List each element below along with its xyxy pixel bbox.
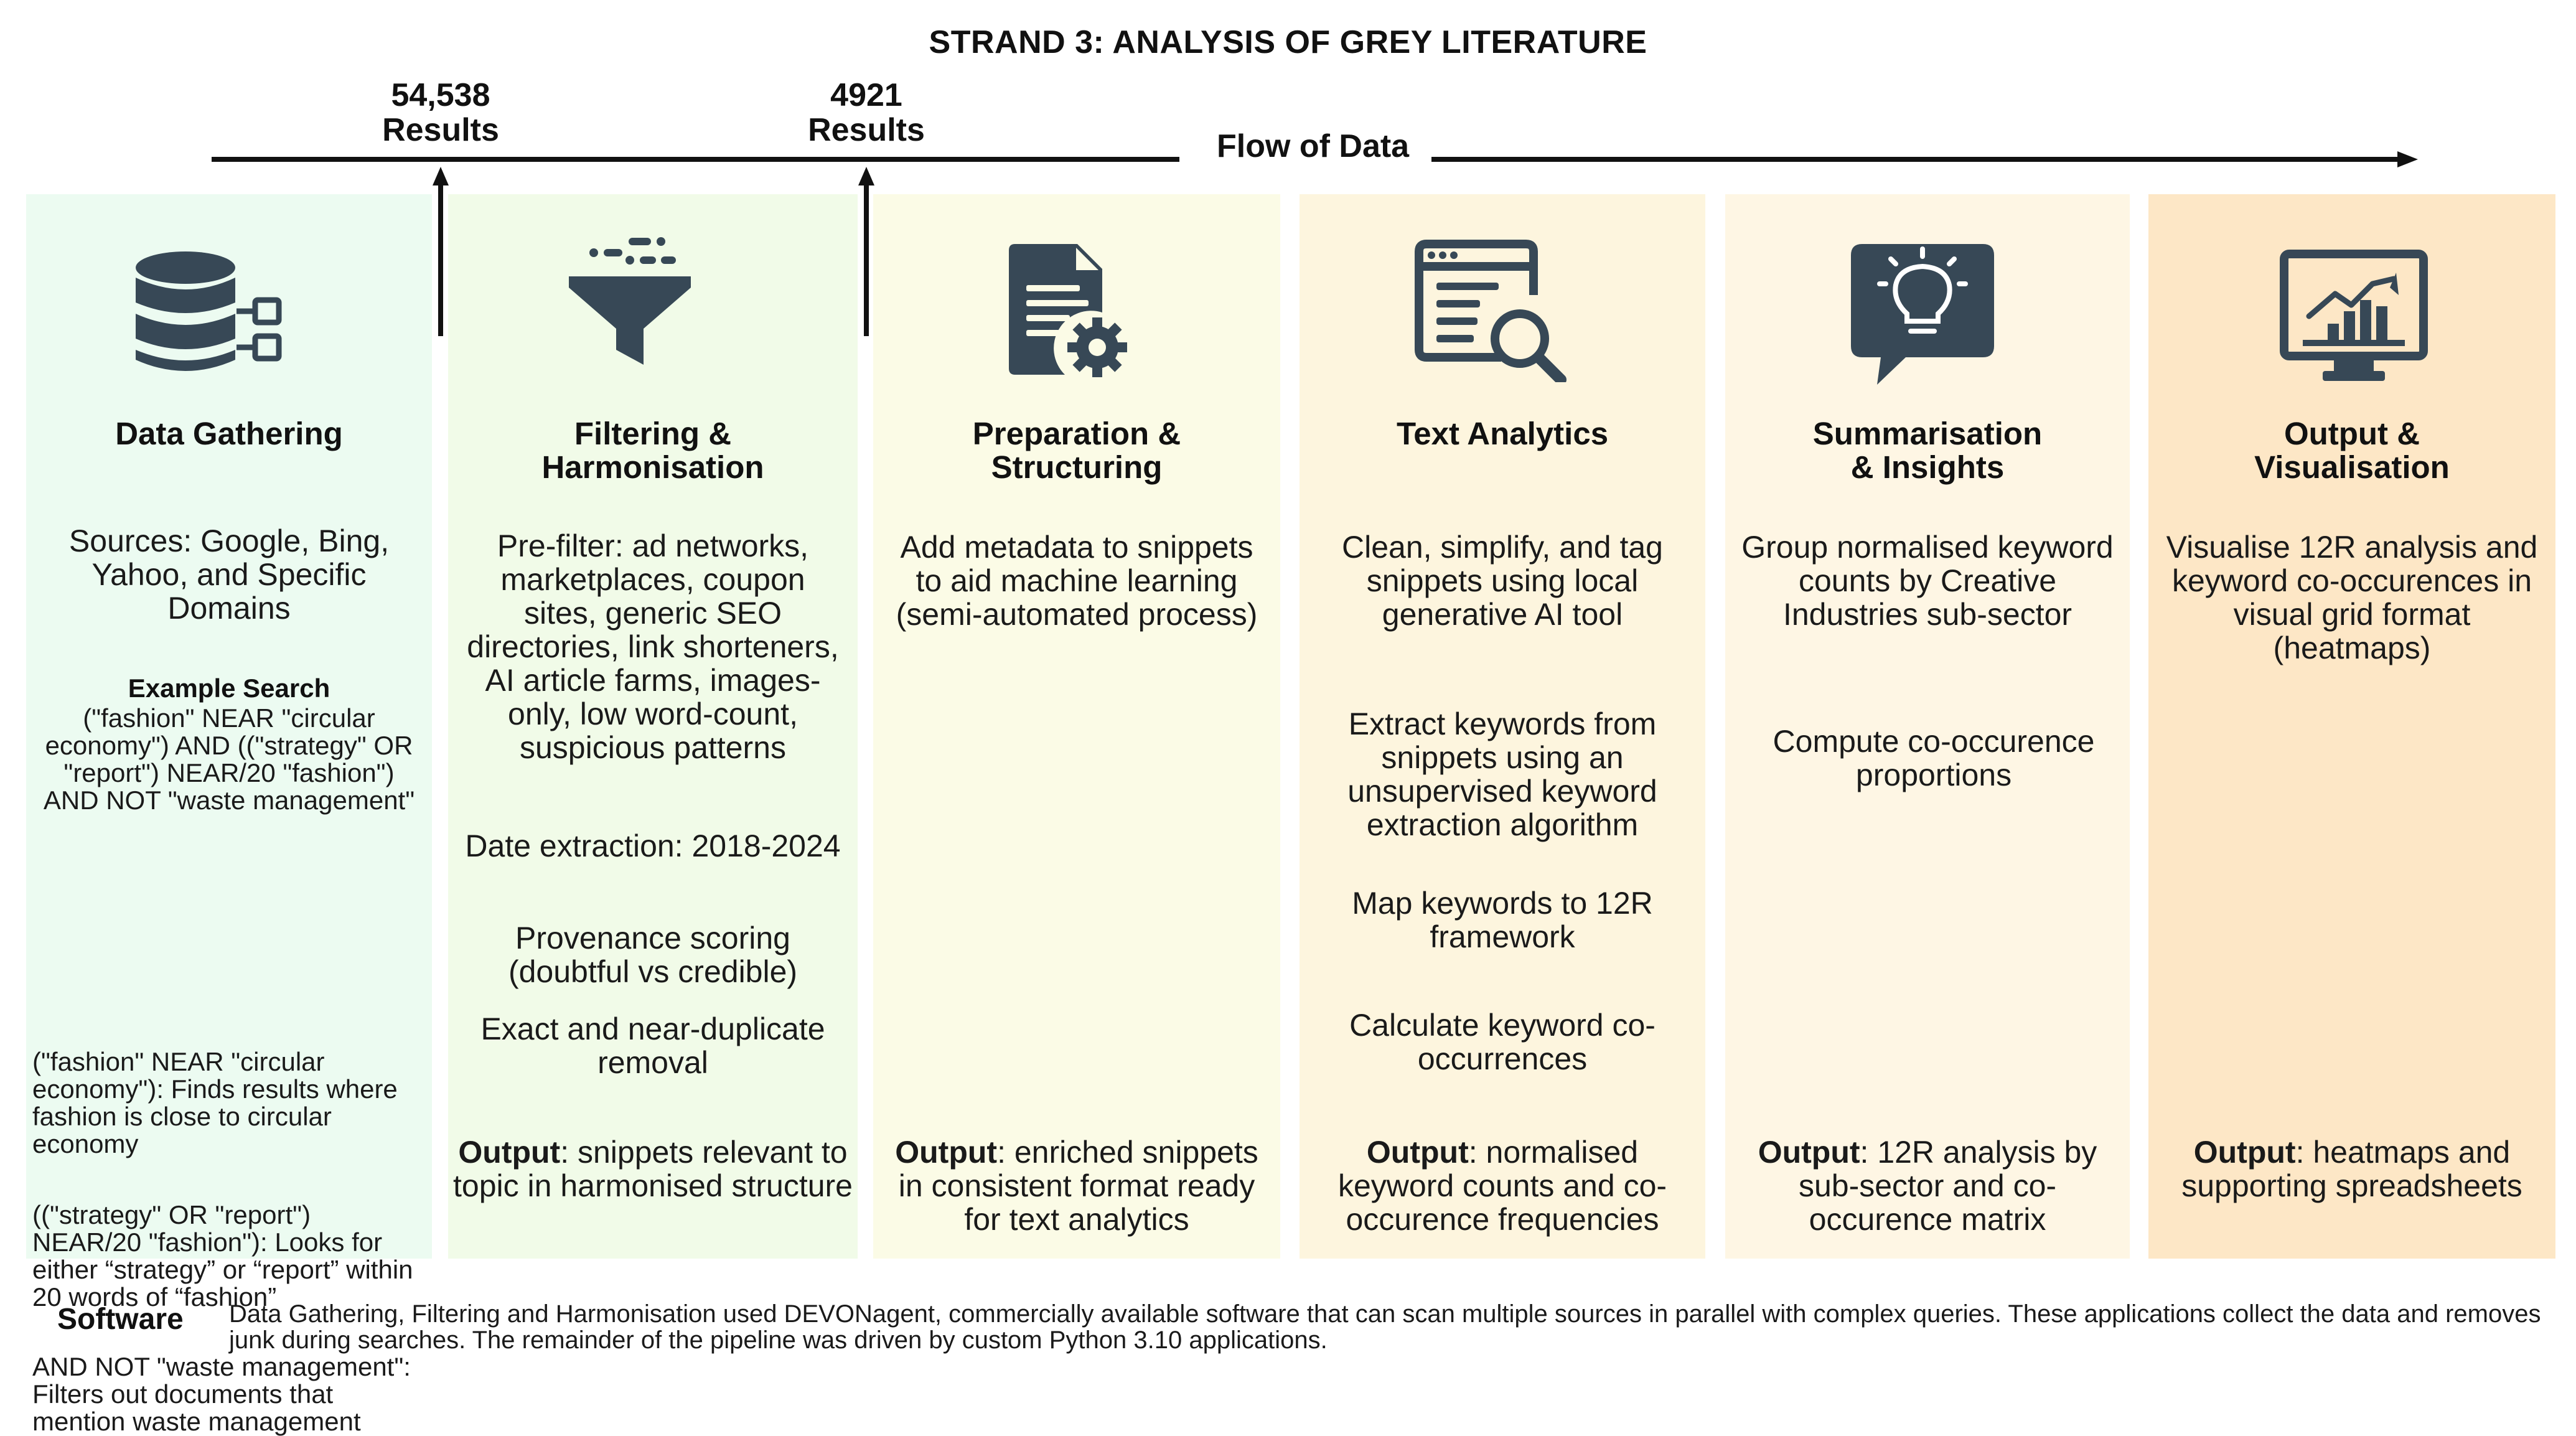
text-line: fashion is close to circular (32, 1102, 332, 1131)
text-line: mention waste management (32, 1407, 361, 1436)
count-1-label: Results (382, 112, 499, 148)
flow-arrowhead (2397, 151, 2418, 167)
text-line: "report") NEAR/20 "fashion") (63, 758, 395, 787)
text-line: Clean, simplify, and tag (1342, 530, 1663, 565)
output-text (1300, 1135, 1705, 1236)
text-line: visual grid format (2233, 597, 2471, 632)
output-text (1725, 1135, 2130, 1236)
text-line: Filters out documents that (32, 1379, 334, 1409)
column-title-line: Data Gathering (115, 416, 343, 451)
note-1 (32, 1048, 427, 1158)
sources-text (39, 524, 419, 625)
flow-label: Flow of Data (1217, 128, 1410, 164)
text-line: generative AI tool (1382, 597, 1623, 632)
count-1 (366, 78, 515, 148)
output-label: Output (1366, 1135, 1469, 1170)
text-line: only, low word-count, (508, 697, 798, 731)
text-line: Date extraction: 2018-2024 (465, 828, 841, 863)
compute-cooccurrence-text (1738, 725, 2130, 792)
text-line: to aid machine learning (916, 563, 1238, 598)
text-line: Compute co-occurence (1773, 724, 2095, 759)
count-2-number: 4921 (830, 77, 902, 113)
text-line: topic in harmonised structure (453, 1168, 853, 1203)
text-line: AND NOT "waste management" (43, 786, 415, 815)
text-line: Exact and near-duplicate (480, 1011, 825, 1046)
column-filtering-harmonisation (448, 194, 858, 1259)
diagram-title: STRAND 3: ANALYSIS OF GREY LITERATURE (929, 24, 1647, 60)
text-line: snippets using an (1381, 740, 1624, 775)
text-line: (("strategy" OR "report") (32, 1200, 311, 1229)
software-label: Software (57, 1303, 184, 1336)
text-line (867, 1135, 1286, 1169)
output-label: Output (458, 1135, 561, 1170)
text-line: in consistent format ready (898, 1168, 1255, 1203)
text-line: supporting spreadsheets (2181, 1168, 2522, 1203)
text-line: 20 words of “fashion” (32, 1282, 277, 1312)
column-title-line: Output & (2283, 416, 2420, 451)
column-title-line: Text Analytics (1396, 416, 1609, 451)
output-text (429, 1135, 876, 1203)
output-line: : heatmaps and (2295, 1135, 2511, 1170)
text-line: Provenance scoring (515, 921, 790, 955)
text-line: snippets using local (1366, 563, 1639, 598)
text-line: (heatmaps) (2273, 631, 2431, 665)
text-line: economy"): Finds results where (32, 1074, 398, 1104)
document-gear-icon (1003, 244, 1127, 381)
text-line (1300, 1135, 1705, 1169)
text-line: keyword co-occurences in (2171, 563, 2532, 598)
text-line: directories, link shorteners, (467, 629, 839, 664)
text-line: Extract keywords from (1348, 706, 1657, 741)
column-title-line: Summarisation (1812, 416, 2043, 451)
prefilter-text (448, 529, 858, 764)
text-line: for text analytics (964, 1202, 1189, 1237)
output-line: : enriched snippets (997, 1135, 1258, 1170)
text-line: keyword counts and co- (1337, 1168, 1667, 1203)
database-icon (136, 249, 304, 380)
text-line: Sources: Google, Bing, (68, 523, 390, 558)
text-line: occurrences (1417, 1041, 1588, 1076)
text-line: Yahoo, and Specific (91, 557, 367, 592)
text-line: AI article farms, images- (485, 663, 821, 698)
text-line: either “strategy” or “report” within (32, 1255, 413, 1284)
text-line (1725, 1135, 2130, 1169)
output-label: Output (2193, 1135, 2296, 1170)
text-line: AND NOT "waste management": (32, 1352, 411, 1381)
column-summarisation-insights (1725, 194, 2130, 1259)
text-line: sites, generic SEO (523, 596, 782, 631)
funnel-icon (568, 229, 692, 372)
column-title-line: Filtering & (574, 416, 732, 451)
text-line: sub-sector and co- (1798, 1168, 2057, 1203)
text-line: Calculate keyword co- (1349, 1008, 1656, 1043)
column-title-line: Structuring (991, 449, 1163, 485)
column-title (873, 417, 1280, 484)
text-line: occurence matrix (1809, 1202, 2046, 1237)
monitor-chart-icon (2279, 249, 2428, 386)
visualise-text (2142, 530, 2562, 665)
text-line: Visualise 12R analysis and (2166, 530, 2538, 565)
output-line: : 12R analysis by (1860, 1135, 2097, 1170)
output-label: Output (1758, 1135, 1860, 1170)
text-line: marketplaces, coupon (500, 562, 805, 597)
text-line (429, 1135, 876, 1169)
column-title (2148, 417, 2555, 484)
column-title (1300, 417, 1705, 451)
deduplication-text (448, 1012, 858, 1079)
column-output-visualisation (2148, 194, 2555, 1259)
column-title (26, 417, 432, 451)
text-line: Group normalised keyword (1741, 530, 2114, 565)
group-keywords-text (1719, 530, 2136, 631)
cooccurrence-text (1300, 1008, 1705, 1076)
text-line: Map keywords to 12R (1352, 886, 1653, 921)
text-line: counts by Creative (1798, 563, 2057, 598)
text-line (2148, 1135, 2555, 1169)
text-line: proportions (1855, 758, 2012, 792)
output-label: Output (895, 1135, 998, 1170)
text-line: ("fashion" NEAR "circular (83, 703, 375, 733)
text-line: unsupervised keyword (1347, 774, 1657, 809)
note-2 (32, 1201, 427, 1311)
text-line: occurence frequencies (1346, 1202, 1659, 1237)
column-text-analytics (1300, 194, 1705, 1259)
count-arrowhead-2 (858, 167, 874, 185)
text-line: ("fashion" NEAR "circular (32, 1047, 325, 1076)
count-2-label: Results (808, 112, 925, 148)
output-text (867, 1135, 1286, 1236)
column-title-line: Visualisation (2254, 449, 2450, 485)
column-title-line: Harmonisation (541, 449, 764, 485)
count-1-number: 54,538 (391, 77, 490, 113)
browser-search-icon (1414, 239, 1570, 382)
text-line: framework (1430, 919, 1575, 954)
text-line: Add metadata to snippets (900, 530, 1253, 565)
count-2 (792, 78, 941, 148)
metadata-text (873, 530, 1280, 631)
text-line: (doubtful vs credible) (508, 954, 798, 989)
text-line: removal (597, 1045, 708, 1080)
output-text (2148, 1135, 2555, 1203)
note-3 (32, 1353, 427, 1435)
column-title-line: Preparation & (972, 416, 1181, 451)
example-query (39, 705, 419, 814)
map-keywords-text (1300, 886, 1705, 954)
column-title (1725, 417, 2130, 484)
text-line: Domains (167, 591, 291, 626)
text-line: economy (32, 1129, 139, 1158)
text-line: suspicious patterns (519, 730, 786, 765)
text-line: Pre-filter: ad networks, (497, 528, 809, 563)
clean-text (1300, 530, 1705, 631)
example-search-heading: Example Search (128, 673, 330, 703)
column-title (448, 417, 858, 484)
lightbulb-chat-icon (1850, 244, 1999, 387)
count-arrowhead-1 (433, 167, 449, 185)
text-line: extraction algorithm (1366, 807, 1639, 842)
text-line: (semi-automated process) (896, 597, 1258, 632)
extract-keywords-text (1300, 707, 1705, 842)
column-title-line: & Insights (1850, 449, 2005, 485)
output-line: : snippets relevant to (560, 1135, 848, 1170)
column-preparation-structuring (873, 194, 1280, 1259)
text-line: NEAR/20 "fashion"): Looks for (32, 1227, 383, 1257)
provenance-text (448, 921, 858, 988)
software-description: Data Gathering, Filtering and Harmonisation used DEVONagent, commercially available software that can scan multiple sources in parallel with complex queries. These applications collect the data and removes junk during searches. The remainder of the pipeline was driven by custom Python 3.10 applications. (229, 1300, 2541, 1354)
date-extraction-text (448, 829, 858, 863)
output-line: : normalised (1468, 1135, 1639, 1170)
text-line: economy") AND (("strategy" OR (45, 731, 413, 760)
text-line: Industries sub-sector (1782, 597, 2073, 632)
